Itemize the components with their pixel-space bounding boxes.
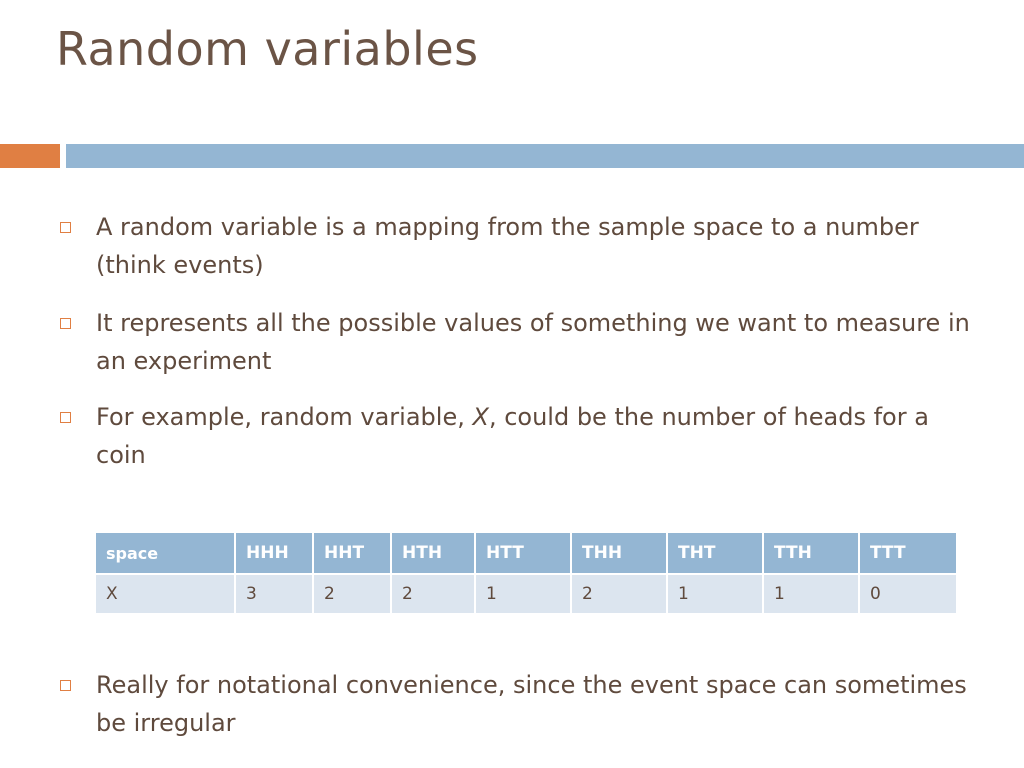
bullet-text-start: For example, random variable, (96, 403, 473, 431)
table-header-cell: space (95, 532, 235, 574)
table-header-cell: THT (667, 532, 763, 574)
table-cell: 0 (859, 574, 957, 614)
variable-x: X (472, 403, 489, 431)
bullet-square-icon (60, 412, 71, 423)
table-header-cell: THH (571, 532, 667, 574)
bullet-item (56, 304, 976, 380)
table-header-cell: TTH (763, 532, 859, 574)
table-header-cell: HHH (235, 532, 313, 574)
table-cell: 1 (475, 574, 571, 614)
bullet-square-icon (60, 318, 71, 329)
table-header-cell: HTT (475, 532, 571, 574)
outcome-table (94, 531, 958, 615)
bullet-text: Really for notational convenience, since the event space can sometimes be irregular (96, 671, 967, 737)
bullet-text (96, 398, 976, 474)
bullet-text: It represents all the possible values of something we want to measure in an experiment (96, 309, 970, 375)
table-header-cell: TTT (859, 532, 957, 574)
bullet-square-icon (60, 680, 71, 691)
table-cell: 2 (391, 574, 475, 614)
table-cell: 2 (313, 574, 391, 614)
title-rule-bar (66, 144, 1024, 168)
title-rule-accent (0, 144, 60, 168)
bullet-item (56, 398, 976, 474)
table-cell: 2 (571, 574, 667, 614)
slide-title: Random variables (56, 22, 479, 76)
table-cell: 1 (667, 574, 763, 614)
bullet-square-icon (60, 222, 71, 233)
table-header-row (95, 532, 957, 574)
bullet-text: A random variable is a mapping from the sample space to a number (think events) (96, 213, 919, 279)
bullet-item (56, 208, 976, 284)
table-cell: 1 (763, 574, 859, 614)
table-header-cell: HTH (391, 532, 475, 574)
table-row (95, 574, 957, 614)
bullet-text-end: , could be the number of heads for a coin (96, 403, 929, 469)
table-header-cell: HHT (313, 532, 391, 574)
table-cell: X (95, 574, 235, 614)
table-cell: 3 (235, 574, 313, 614)
bullet-item (56, 666, 976, 742)
